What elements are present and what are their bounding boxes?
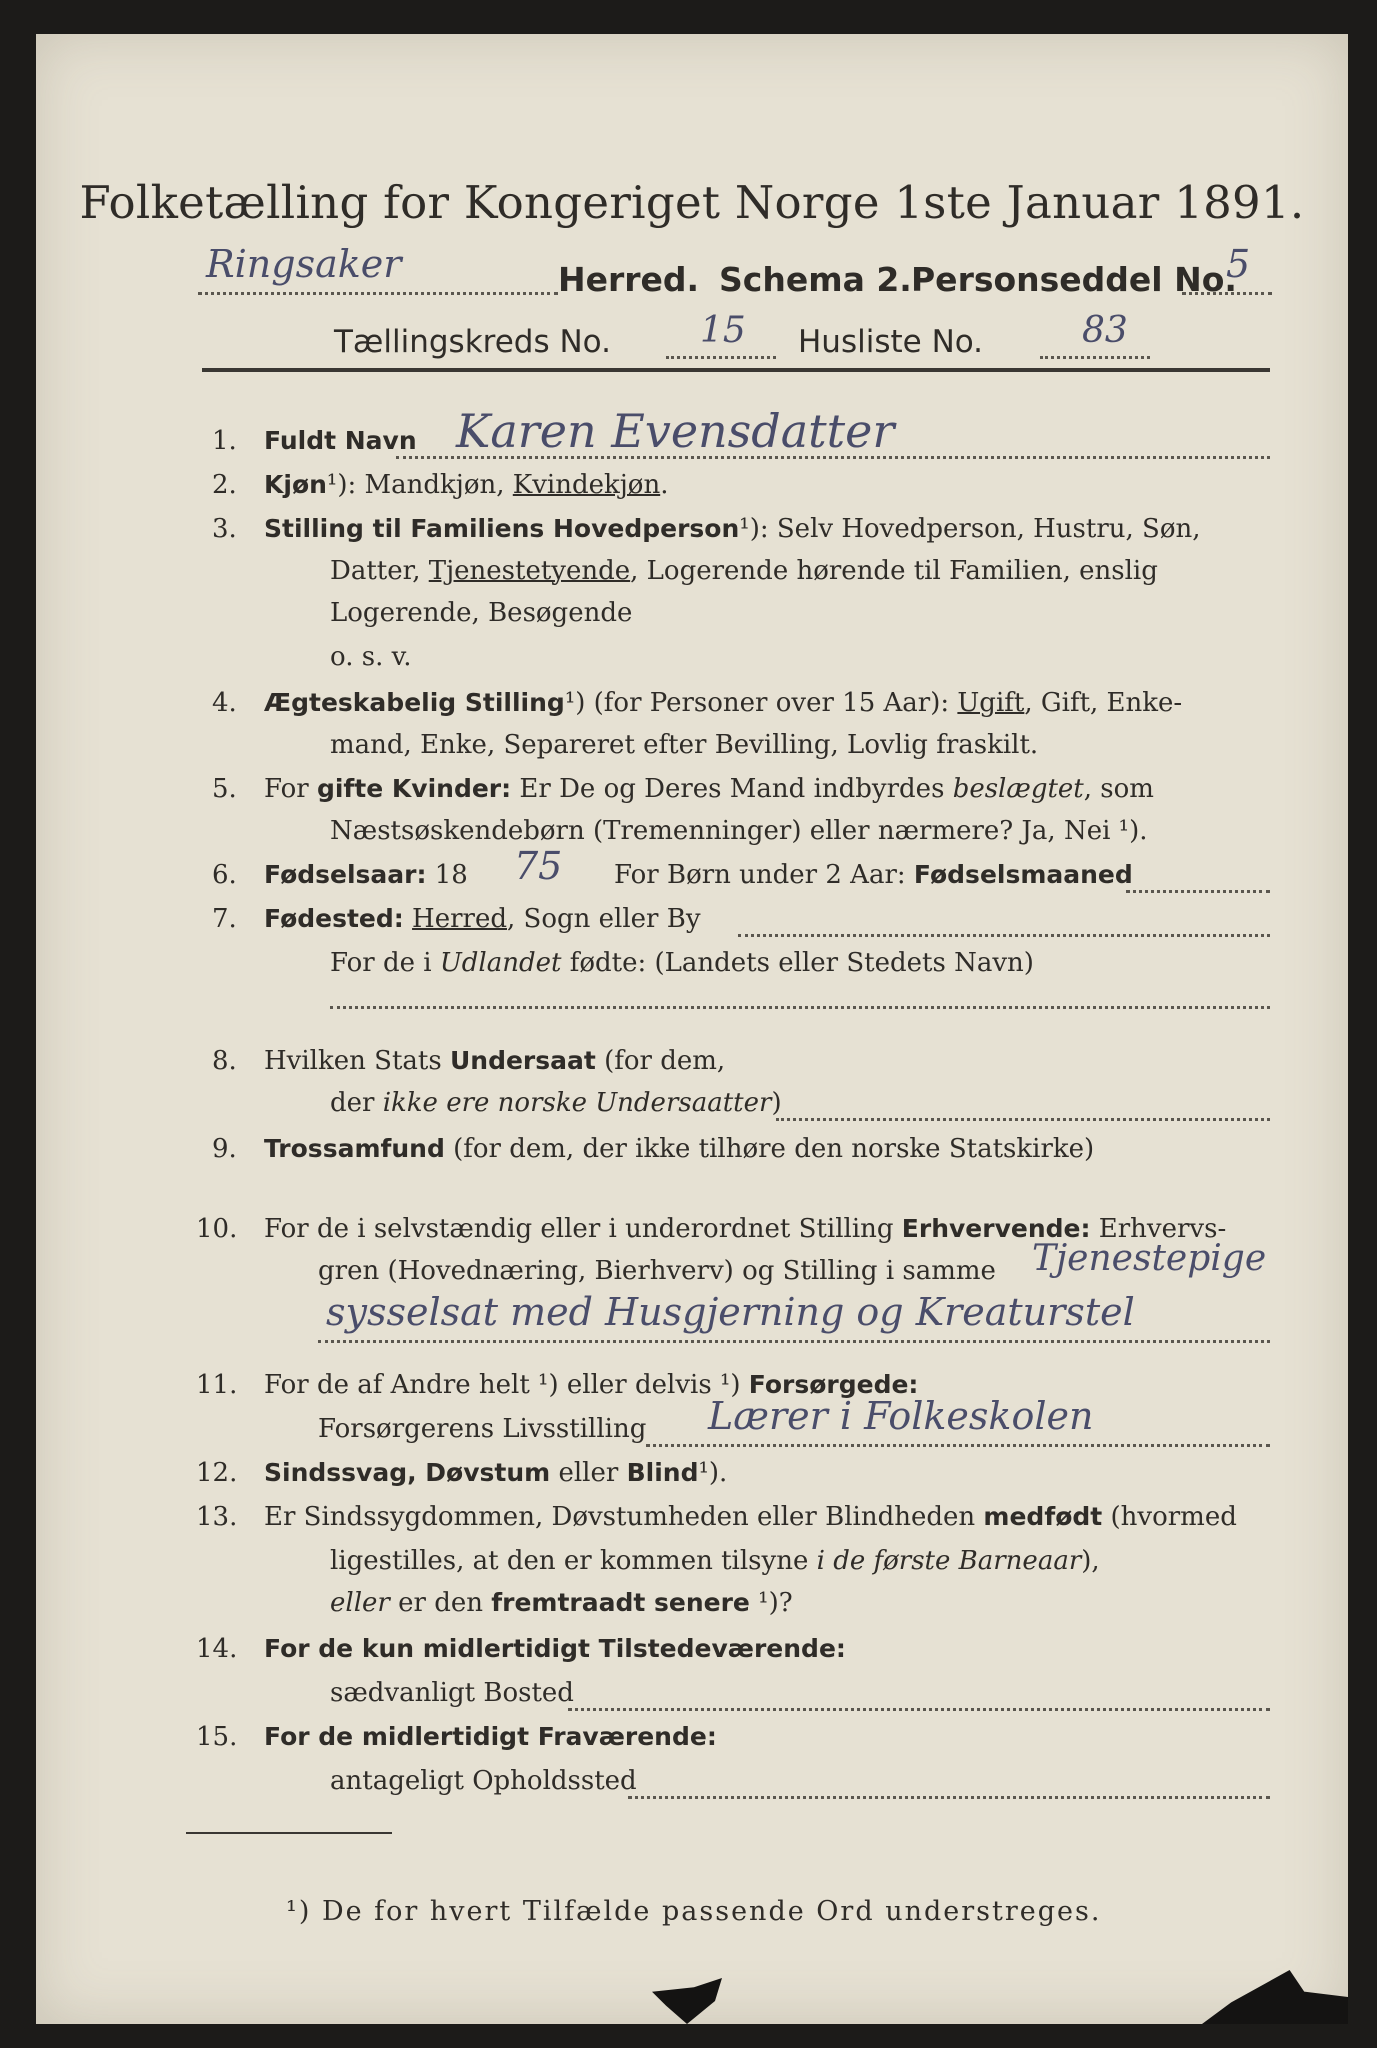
fuldt-navn-label: Fuldt Navn	[264, 426, 417, 455]
udland-dots	[330, 1006, 1270, 1009]
personseddel-value: 5	[1226, 242, 1251, 286]
fodselsaar-label: Fødselsaar: 18	[264, 860, 468, 890]
form-title: Folketælling for Kongeriget Norge 1ste Januar 1891.	[79, 176, 1305, 229]
footnote: ¹) De for hvert Tilfælde passende Ord understreges.	[286, 1896, 1102, 1927]
item-number: 7.	[212, 904, 237, 934]
erhverv-value-1: Tjenestepige	[1032, 1238, 1267, 1279]
item-number: 14.	[196, 1634, 238, 1664]
kvindekjon-underlined: Kvindekjøn	[512, 470, 661, 500]
kjon-line: Kjøn¹): Mandkjøn, Kvindekjøn.	[264, 470, 669, 500]
schema-label: Schema 2.	[719, 260, 912, 299]
item-number: 9.	[212, 1134, 237, 1164]
medfodt-line1: Er Sindssygdommen, Døvstumheden eller Blindheden medfødt (hvormed	[264, 1502, 1237, 1532]
personseddel-label: Personseddel No.	[911, 260, 1237, 299]
item-number: 4.	[212, 688, 237, 718]
sindssvag-line: Sindssvag, Døvstum eller Blind¹).	[264, 1458, 728, 1488]
fodested-line2: For de i Udlandet fødte: (Landets eller Stedets Navn)	[330, 948, 1034, 978]
erhverv-line1: For de i selvstændig eller i underordnet Stilling Erhvervende: Erhvervs-	[264, 1214, 1227, 1244]
husliste-label: Husliste No.	[798, 324, 984, 360]
item-number: 5.	[212, 774, 237, 804]
opholdssted-dots	[628, 1796, 1270, 1799]
aegteskab-line2: mand, Enke, Separeret efter Bevilling, Lovlig fraskilt.	[330, 730, 1039, 760]
erhverv-value-2: sysselsat med Husgjerning og Kreaturstel	[326, 1290, 1135, 1334]
husliste-dots	[1040, 356, 1150, 359]
herred-underlined: Herred	[412, 904, 507, 934]
footnote-rule	[186, 1832, 392, 1834]
erhverv-dots	[318, 1340, 1270, 1343]
fodselsmaaned-dots	[1126, 890, 1270, 893]
taellingskreds-value: 15	[700, 310, 746, 351]
fodested-line1: Fødested: Herred, Sogn eller By	[264, 904, 701, 934]
fodested-dots	[738, 934, 1270, 937]
fravaerende-line1: For de midlertidigt Fraværende:	[264, 1722, 717, 1751]
tilstedevaerende-line2: sædvanligt Bosted	[330, 1678, 574, 1708]
forsorger-value: Lærer i Folkeskolen	[708, 1394, 1094, 1438]
gifte-kvinder-line2: Næstsøskendebørn (Tremenninger) eller nærmere? Ja, Nei ¹).	[330, 816, 1148, 846]
undersaat-dots	[776, 1118, 1270, 1121]
stilling-line1: Stilling til Familiens Hovedperson¹): Selv Hovedperson, Hustru, Søn,	[264, 514, 1201, 544]
fravaerende-line2: antageligt Opholdssted	[330, 1766, 637, 1796]
forsorger-dots	[646, 1444, 1270, 1447]
binding-mark-left	[652, 1978, 722, 2024]
herred-label: Herred.	[558, 260, 700, 299]
item-number: 15.	[196, 1722, 238, 1752]
forsorgede-line1: For de af Andre helt ¹) eller delvis ¹) Forsørgede:	[264, 1370, 919, 1400]
herred-value: Ringsaker	[206, 242, 402, 286]
item-number: 8.	[212, 1046, 237, 1076]
husliste-value: 83	[1082, 310, 1128, 351]
personseddel-dots	[1182, 292, 1272, 295]
medfodt-line2: ligestilles, at den er kommen tilsyne i de første Barneaar),	[330, 1546, 1100, 1576]
stilling-line4: o. s. v.	[330, 642, 412, 672]
item-number: 11.	[196, 1370, 238, 1400]
undersaat-line2: der ikke ere norske Undersaatter)	[330, 1088, 782, 1118]
taellingskreds-label: Tællingskreds No.	[334, 324, 611, 360]
item-number: 6.	[212, 860, 237, 890]
tilstedevaerende-line1: For de kun midlertidigt Tilstedeværende:	[264, 1634, 846, 1663]
aegteskab-line1: Ægteskabelig Stilling¹) (for Personer over 15 Aar): Ugift, Gift, Enke-	[264, 688, 1183, 718]
fodselsaar-value: 75	[514, 844, 563, 888]
undersaat-line1: Hvilken Stats Undersaat (for dem,	[264, 1046, 726, 1076]
bosted-dots	[568, 1708, 1270, 1711]
item-number: 1.	[212, 426, 237, 456]
medfodt-line3: eller er den fremtraadt senere ¹)?	[330, 1588, 793, 1618]
stilling-line2: Datter, Tjenestetyende, Logerende hørende til Familien, enslig	[330, 556, 1158, 586]
ugift-underlined: Ugift	[957, 688, 1025, 718]
item-number: 2.	[212, 470, 237, 500]
census-form-sheet	[36, 34, 1348, 2024]
trossamfund-line: Trossamfund (for dem, der ikke tilhøre den norske Statskirke)	[264, 1134, 1095, 1164]
header-rule	[202, 368, 1270, 372]
item-number: 12.	[196, 1458, 238, 1488]
fuldt-navn-value: Karen Evensdatter	[456, 404, 895, 458]
tjenestetyende-underlined: Tjenestetyende	[428, 556, 631, 586]
forsorgede-line2: Forsørgerens Livsstilling	[318, 1414, 647, 1444]
item-number: 3.	[212, 514, 237, 544]
fodselsmaaned-text: For Børn under 2 Aar: Fødselsmaaned	[614, 860, 1133, 890]
herred-dots	[198, 292, 558, 295]
item-number: 13.	[196, 1502, 238, 1532]
item-number: 10.	[196, 1214, 238, 1244]
fuldt-navn-dots	[396, 456, 1270, 459]
gifte-kvinder-line1: For gifte Kvinder: Er De og Deres Mand indbyrdes beslægtet, som	[264, 774, 1154, 804]
taellingskreds-dots	[666, 356, 776, 359]
erhverv-line2: gren (Hovednæring, Bierhverv) og Stilling i samme	[318, 1256, 996, 1286]
binding-mark-right	[1202, 1970, 1348, 2024]
stilling-line3: Logerende, Besøgende	[330, 598, 633, 628]
